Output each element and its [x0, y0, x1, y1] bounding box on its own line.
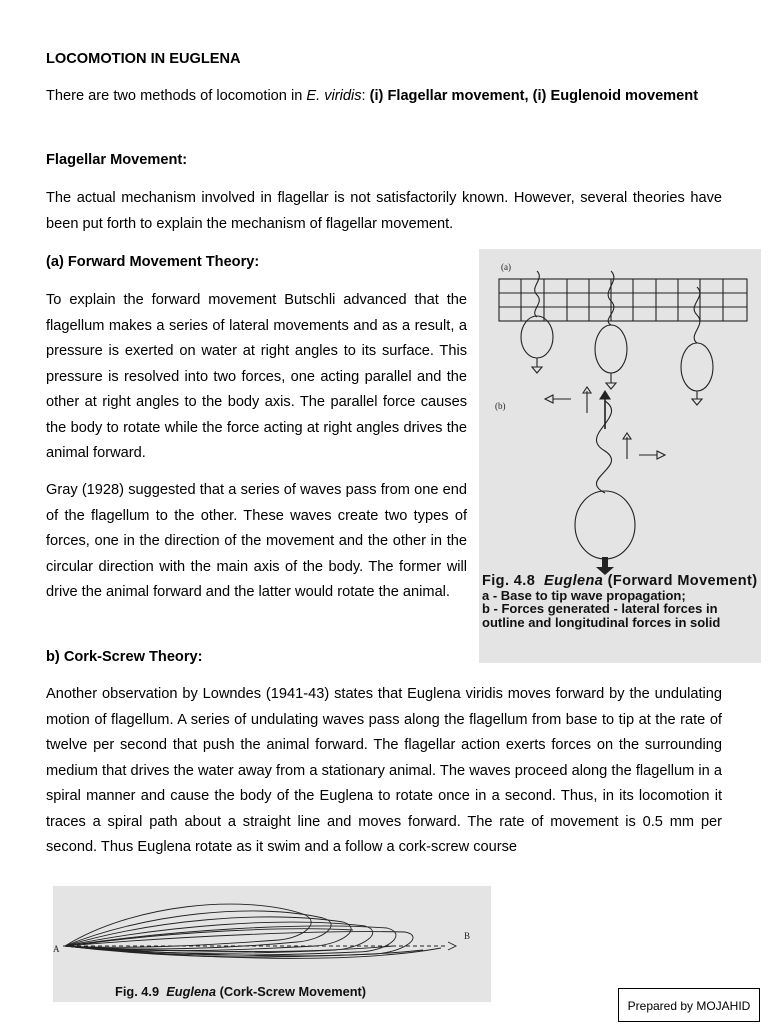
methods-list: (i) Flagellar movement, (i) Euglenoid movement — [369, 88, 699, 104]
corkscrew-heading: b) Cork-Screw Theory: — [46, 649, 203, 665]
butschli-paragraph: To explain the forward movement Butschli advanced that the flagellum makes a series of lateral movements and as a result, a pressure is exerted on water at right angles to its surface. This pressure is resolved into two forces, one acting parallel and the other at right angles to the body axis. The parallel force causes the body to rotate while the force acting at right angles drives the animal forward. — [46, 292, 467, 461]
panel-b-label: (b) — [495, 401, 506, 411]
gray-paragraph: Gray (1928) suggested that a series of waves pass from one end of the flagellum to the other. These waves create two types of forces, one in the direction of the movement and the other in the circular direction with the main axis of the body. The former will drive the animal forward and the latter would rotate the animal. — [46, 482, 467, 600]
author-credit-box: Prepared by MOJAHID — [618, 988, 760, 1022]
figure-4-8-subject: (Forward Movement) — [607, 573, 758, 589]
flagellar-heading: Flagellar Movement: — [46, 152, 188, 168]
figure-4-9-subject: (Cork-Screw Movement) — [219, 984, 367, 999]
species-name: E. viridis — [306, 88, 362, 104]
figure-4-8-number: Fig. 4.8 — [482, 573, 536, 589]
figure-4-9 — [53, 886, 491, 1002]
forward-movement-diagram — [479, 249, 761, 579]
figure-4-9-caption — [115, 984, 366, 999]
figure-4-8-line-b: b - Forces generated - lateral forces in outline and longitudinal forces in solid — [482, 601, 721, 630]
intro-colon: : — [361, 88, 370, 104]
figure-4-8-line-a: a - Base to tip wave propagation; — [482, 587, 686, 603]
figure-4-8-caption — [482, 575, 758, 629]
end-point-label: B — [464, 931, 471, 941]
intro-paragraph — [46, 84, 722, 110]
page-title: LOCOMOTION IN EUGLENA — [46, 51, 241, 67]
corkscrew-paragraph: Another observation by Lowndes (1941-43) states that Euglena viridis moves forward by the undulating motion of flagellum. A series of undulating waves pass along the flagellum from base to tip at the rate of twelve per second that push the animal forward. The flagellar action exerts forces on the surrounding medium that drives the water away from a stationary animal. The waves proceed along the flagellum in a spiral manner and cause the body of the Euglena to rotate once in a second. Thus, in its locomotion it traces a spiral path about a straight line and moves forward. The rate of movement is 0.5 mm per second. Thus Euglena rotate as it swim and a follow a cork-screw course — [46, 686, 722, 855]
figure-4-9-organism: Euglena — [166, 984, 216, 999]
intro-prefix: There are two methods of locomotion in — [46, 88, 307, 104]
start-point-label: A — [53, 944, 60, 954]
figure-4-9-number: Fig. 4.9 — [115, 984, 160, 999]
figure-4-8-organism: Euglena — [544, 573, 604, 589]
forward-theory-heading: (a) Forward Movement Theory: — [46, 254, 260, 270]
corkscrew-diagram — [53, 886, 491, 982]
figure-4-8-title — [482, 575, 758, 589]
figure-4-8 — [479, 249, 761, 663]
flagellar-paragraph: The actual mechanism involved in flagellar is not satisfactorily known. However, several theories have been put forth to explain the mechanism of flagellar movement. — [46, 190, 722, 232]
panel-a-label: (a) — [501, 262, 511, 272]
